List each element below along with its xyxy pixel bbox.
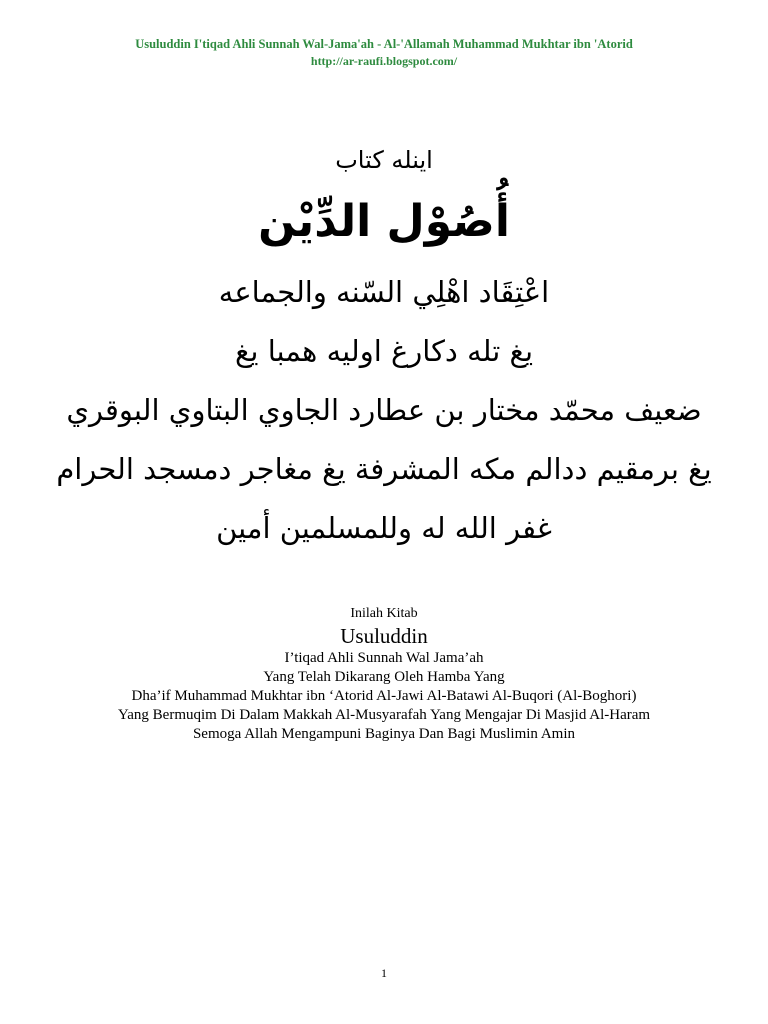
- page-number: 1: [381, 966, 387, 980]
- roman-line: Semoga Allah Mengampuni Baginya Dan Bagi Muslimin Amin: [192, 726, 576, 742]
- header-url[interactable]: http://ar-raufi.blogspot.com/: [310, 54, 458, 68]
- arabic-line: اعْتِقَاد اهْلِي السّنه والجماعه: [218, 275, 550, 309]
- arabic-line: ضعيف محمّد مختار بن عطارد الجاوي البتاوي البوقري: [66, 393, 702, 427]
- roman-line: Dha’if Muhammad Mukhtar ibn ‘Atorid Al-Jawi Al-Batawi Al-Buqori (Al-Boghori): [131, 688, 637, 704]
- arabic-line: يغ تله دكارغ اوليه همبا يغ: [234, 334, 534, 368]
- arabic-intro: اينله كتاب: [335, 146, 433, 174]
- arabic-line: غفر الله له وللمسلمين أمين: [216, 511, 552, 545]
- arabic-line: يغ برمقيم ددالم مكه المشرفة يغ مغاجر دمسجد الحرام: [56, 452, 712, 486]
- arabic-title-block: [0, 138, 768, 557]
- roman-title-block: [0, 604, 768, 744]
- arabic-book-title: أُصُوْل الدِّيْن: [258, 196, 510, 247]
- page-header: [0, 36, 768, 70]
- header-title: Usuluddin I'tiqad Ahli Sunnah Wal-Jama'ah - Al-'Allamah Muhammad Mukhtar ibn 'Atorid: [135, 37, 633, 51]
- roman-line: Yang Bermuqim Di Dalam Makkah Al-Musyarafah Yang Mengajar Di Masjid Al-Haram: [117, 707, 651, 723]
- roman-line: I’tiqad Ahli Sunnah Wal Jama’ah: [284, 650, 484, 666]
- roman-intro: Inilah Kitab: [350, 606, 418, 621]
- roman-line: Yang Telah Dikarang Oleh Hamba Yang: [263, 669, 505, 685]
- roman-book-title: Usuluddin: [340, 624, 428, 648]
